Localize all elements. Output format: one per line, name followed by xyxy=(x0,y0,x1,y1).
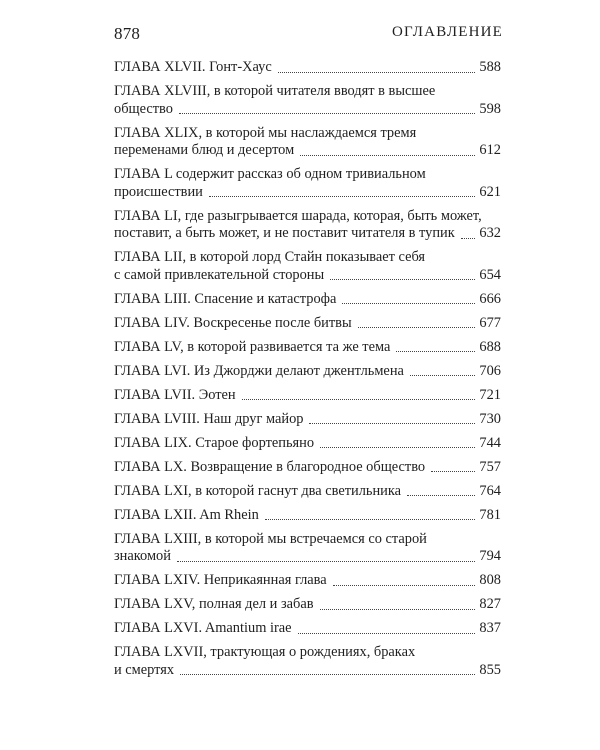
toc-entry-last-line xyxy=(114,184,501,202)
dot-leader xyxy=(342,302,475,304)
toc-entry xyxy=(114,435,501,453)
toc-entry-title: переменами блюд и десертом xyxy=(114,142,295,159)
dot-leader xyxy=(396,350,475,352)
page-number: 878 xyxy=(114,24,141,43)
toc-page-number: 612 xyxy=(479,142,501,159)
toc-entry-title: поставит, а быть может, и не поставит читателя в тупик xyxy=(114,225,455,242)
dot-leader xyxy=(300,154,475,156)
toc-entry-title: ГЛАВА LXII. Am Rhein xyxy=(114,506,259,523)
toc-entry-title: происшествии xyxy=(114,183,203,200)
toc-entry-last-line xyxy=(114,483,501,501)
toc-entry-title: и смертях xyxy=(114,661,175,678)
toc-entry xyxy=(114,620,501,638)
toc-entry-last-line xyxy=(114,459,501,477)
toc-entry-line: ГЛАВА LXIII, в которой мы встречаемся со старой xyxy=(114,530,427,547)
toc-entry-last-line xyxy=(114,267,501,285)
toc-entry-title: ГЛАВА LXVI. Amantium irae xyxy=(114,620,292,637)
dot-leader xyxy=(298,632,476,634)
toc-entry-last-line xyxy=(114,315,501,333)
toc-entry-title: с самой привлекательной стороны xyxy=(114,266,325,283)
toc-entry-title: ГЛАВА LXIV. Неприкаянная глава xyxy=(114,572,327,589)
toc-entry-last-line xyxy=(114,59,501,77)
toc-entry xyxy=(114,249,501,284)
toc-entry-last-line xyxy=(114,387,501,405)
dot-leader xyxy=(333,584,476,586)
toc-entry-last-line xyxy=(114,620,501,638)
dot-leader xyxy=(180,673,475,675)
toc-entry-title: ГЛАВА LVII. Эотен xyxy=(114,386,236,403)
toc-entry-last-line xyxy=(114,291,501,309)
toc-entry-title: ГЛАВА LIII. Спасение и катастрофа xyxy=(114,290,337,307)
toc-entry xyxy=(114,291,501,309)
table-of-contents xyxy=(114,59,501,686)
toc-page-number: 688 xyxy=(479,338,501,355)
toc-page-number: 730 xyxy=(479,410,501,427)
dot-leader xyxy=(320,608,476,610)
toc-page-number: 794 xyxy=(479,548,501,565)
toc-entry-title: ГЛАВА LVI. Из Джорджи делают джентльмена xyxy=(114,362,404,379)
toc-page-number: 654 xyxy=(479,266,501,283)
toc-entry-title: ГЛАВА LVIII. Наш друг майор xyxy=(114,410,304,427)
toc-entry xyxy=(114,596,501,614)
toc-entry-last-line xyxy=(114,225,501,243)
toc-page-number: 721 xyxy=(479,386,501,403)
toc-entry-line: ГЛАВА LXVII, трактующая о рождениях, браках xyxy=(114,644,416,661)
toc-entry-last-line xyxy=(114,411,501,429)
toc-entry xyxy=(114,459,501,477)
toc-page-number: 837 xyxy=(479,620,501,637)
toc-page-number: 744 xyxy=(479,434,501,451)
toc-entry xyxy=(114,339,501,357)
toc-entry xyxy=(114,483,501,501)
toc-entry-last-line xyxy=(114,507,501,525)
toc-entry-line: ГЛАВА LII, в которой лорд Стайн показывает себя xyxy=(114,249,426,266)
dot-leader xyxy=(407,494,475,496)
toc-entry xyxy=(114,644,501,679)
toc-page-number: 588 xyxy=(479,59,501,75)
toc-entry-last-line xyxy=(114,662,501,680)
toc-entry-last-line xyxy=(114,435,501,453)
dot-leader xyxy=(309,422,475,424)
toc-entry-title: общество xyxy=(114,100,173,117)
toc-entry-last-line xyxy=(114,596,501,614)
toc-entry-title: ГЛАВА LV, в которой развивается та же тема xyxy=(114,338,391,355)
dot-leader xyxy=(330,278,475,280)
dot-leader xyxy=(265,518,476,520)
dot-leader xyxy=(410,374,476,376)
page-header xyxy=(114,24,503,46)
dot-leader xyxy=(461,237,476,239)
toc-entry-last-line xyxy=(114,363,501,381)
toc-entry xyxy=(114,166,501,201)
toc-entry xyxy=(114,208,501,243)
toc-page-number: 666 xyxy=(479,290,501,307)
toc-page-number: 827 xyxy=(479,596,501,613)
toc-entry xyxy=(114,83,501,118)
toc-page-number: 764 xyxy=(479,482,501,499)
dot-leader xyxy=(209,195,476,197)
toc-page-number: 621 xyxy=(479,183,501,200)
toc-entry-line: ГЛАВА XLVIII, в которой читателя вводят в высшее xyxy=(114,82,436,99)
toc-entry xyxy=(114,507,501,525)
toc-entry-last-line xyxy=(114,142,501,160)
toc-entry-last-line xyxy=(114,548,501,566)
toc-entry xyxy=(114,387,501,405)
toc-entry-title: ГЛАВА LXI, в которой гаснут два светильника xyxy=(114,482,402,499)
toc-entry xyxy=(114,59,501,77)
toc-entry-line: ГЛАВА L содержит рассказ об одном тривиальном xyxy=(114,166,426,183)
dot-leader xyxy=(358,326,476,328)
toc-entry xyxy=(114,531,501,566)
toc-entry xyxy=(114,411,501,429)
toc-page-number: 677 xyxy=(479,314,501,331)
dot-leader xyxy=(179,112,475,114)
dot-leader xyxy=(242,398,476,400)
toc-entry-line: ГЛАВА XLIX, в которой мы наслаждаемся тремя xyxy=(114,124,417,141)
toc-page-number: 632 xyxy=(479,225,501,242)
toc-entry-title: знакомой xyxy=(114,548,171,565)
toc-entry xyxy=(114,315,501,333)
dot-leader xyxy=(278,71,476,73)
toc-entry xyxy=(114,125,501,160)
toc-page-number: 808 xyxy=(479,572,501,589)
toc-page-number: 781 xyxy=(479,506,501,523)
toc-entry xyxy=(114,363,501,381)
toc-page-number: 598 xyxy=(479,100,501,117)
toc-entry-line: ГЛАВА LI, где разыгрывается шарада, которая, быть может, xyxy=(114,207,482,224)
dot-leader xyxy=(431,470,475,472)
toc-entry-title: ГЛАВА LIX. Старое фортепьяно xyxy=(114,434,315,451)
toc-entry-last-line xyxy=(114,101,501,119)
toc-entry-title: ГЛАВА LXV, полная дел и забав xyxy=(114,596,314,613)
toc-entry-last-line xyxy=(114,572,501,590)
toc-page-number: 757 xyxy=(479,458,501,475)
toc-entry-title: ГЛАВА XLVII. Гонт-Хаус xyxy=(114,59,272,75)
toc-entry-title: ГЛАВА LIV. Воскресенье после битвы xyxy=(114,314,352,331)
toc-entry-last-line xyxy=(114,339,501,357)
dot-leader xyxy=(320,446,475,448)
toc-entry xyxy=(114,572,501,590)
toc-page-number: 706 xyxy=(479,362,501,379)
section-title: ОГЛАВЛЕНИЕ xyxy=(392,24,503,40)
toc-entry-title: ГЛАВА LX. Возвращение в благородное общество xyxy=(114,458,426,475)
dot-leader xyxy=(177,560,475,562)
toc-page-number: 855 xyxy=(479,661,501,678)
